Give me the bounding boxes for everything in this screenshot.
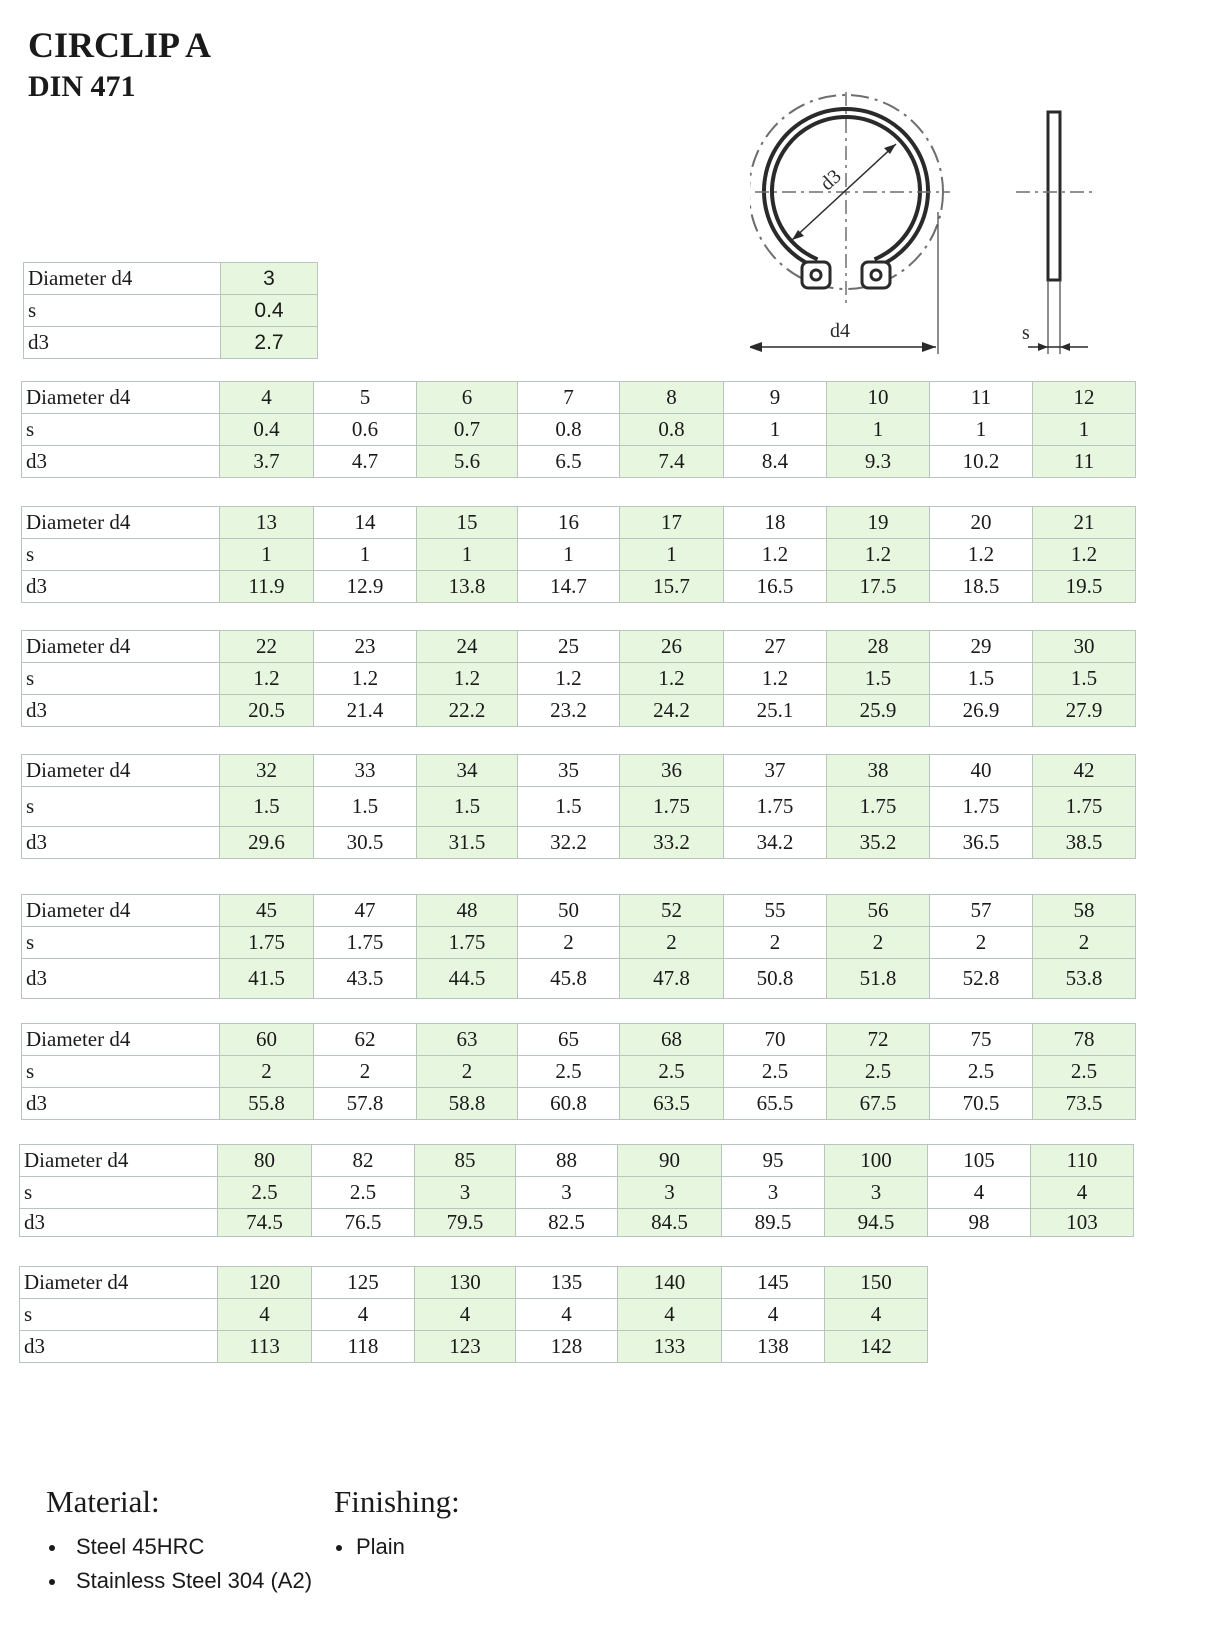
d4-cell: 42: [1033, 755, 1136, 787]
s-cell: 4: [312, 1299, 415, 1331]
size-table-1: [23, 262, 318, 359]
s-cell: 0.6: [314, 414, 417, 446]
d4-cell: 25: [518, 631, 620, 663]
s-cell: 1.75: [827, 787, 930, 827]
d3-cell: 52.8: [930, 959, 1033, 999]
d4-cell: 85: [415, 1145, 516, 1177]
d3-cell: 82.5: [516, 1209, 618, 1237]
size-table-8: [19, 1144, 1134, 1237]
material-heading: Material:: [46, 1484, 160, 1519]
d3-cell: 84.5: [618, 1209, 722, 1237]
d4-cell: 16: [518, 507, 620, 539]
s-cell: 1.5: [518, 787, 620, 827]
s-cell: 1.75: [417, 927, 518, 959]
row-label: d3: [22, 446, 220, 478]
s-cell: 1: [827, 414, 930, 446]
d4-cell: 27: [724, 631, 827, 663]
d3-cell: 25.1: [724, 695, 827, 727]
d3-row: [22, 1088, 1136, 1120]
d3-cell: 9.3: [827, 446, 930, 478]
d4-row: [22, 755, 1136, 787]
s-cell: 1.5: [827, 663, 930, 695]
d3-cell: 16.5: [724, 571, 827, 603]
d4-cell: 47: [314, 895, 417, 927]
s-cell: 2: [930, 927, 1033, 959]
row-label: Diameter d4: [22, 631, 220, 663]
d4-cell: 145: [722, 1267, 825, 1299]
d3-dimension-label: d3: [816, 165, 846, 196]
s-row: [20, 1177, 1134, 1209]
d4-cell: 9: [724, 382, 827, 414]
s-cell: 1.75: [1033, 787, 1136, 827]
s-cell: 1: [518, 539, 620, 571]
d4-row: [22, 1024, 1136, 1056]
d4-cell: 24: [417, 631, 518, 663]
s-cell: 2: [827, 927, 930, 959]
row-label: Diameter d4: [24, 263, 221, 295]
s-cell: 1.75: [724, 787, 827, 827]
d3-cell: 47.8: [620, 959, 724, 999]
d4-cell: 57: [930, 895, 1033, 927]
d4-cell: 5: [314, 382, 417, 414]
s-cell: 1: [220, 539, 314, 571]
row-label: Diameter d4: [22, 895, 220, 927]
row-label: s: [24, 295, 221, 327]
d3-cell: 76.5: [312, 1209, 415, 1237]
s-cell: 1.75: [220, 927, 314, 959]
d3-row: [22, 446, 1136, 478]
s-row: [22, 414, 1136, 446]
d3-cell: 79.5: [415, 1209, 516, 1237]
d4-cell: 14: [314, 507, 417, 539]
circlip-front-view: [750, 92, 950, 354]
s-row: [22, 1056, 1136, 1088]
d3-row: [24, 327, 318, 359]
s-cell: 4: [1031, 1177, 1134, 1209]
d4-cell: 12: [1033, 382, 1136, 414]
s-cell: 2.5: [620, 1056, 724, 1088]
d3-cell: 14.7: [518, 571, 620, 603]
d3-cell: 50.8: [724, 959, 827, 999]
d4-row: [20, 1145, 1134, 1177]
d3-cell: 27.9: [1033, 695, 1136, 727]
s-row: [22, 787, 1136, 827]
d4-cell: 135: [516, 1267, 618, 1299]
d3-cell: 25.9: [827, 695, 930, 727]
d3-cell: 44.5: [417, 959, 518, 999]
s-cell: 4: [218, 1299, 312, 1331]
s-cell: 2: [220, 1056, 314, 1088]
s-cell: 4: [928, 1177, 1031, 1209]
row-label: d3: [22, 1088, 220, 1120]
d4-cell: 58: [1033, 895, 1136, 927]
d3-cell: 34.2: [724, 827, 827, 859]
d3-cell: 5.6: [417, 446, 518, 478]
d3-cell: 3.7: [220, 446, 314, 478]
d4-cell: 72: [827, 1024, 930, 1056]
d3-row: [22, 695, 1136, 727]
s-cell: 2: [620, 927, 724, 959]
d3-cell: 63.5: [620, 1088, 724, 1120]
d4-cell: 15: [417, 507, 518, 539]
d3-cell: 12.9: [314, 571, 417, 603]
s-cell: 1: [417, 539, 518, 571]
d3-row: [22, 827, 1136, 859]
s-cell: 2.5: [930, 1056, 1033, 1088]
d3-cell: 103: [1031, 1209, 1134, 1237]
s-cell: 1: [724, 414, 827, 446]
d4-cell: 70: [724, 1024, 827, 1056]
s-cell: 1.5: [220, 787, 314, 827]
s-row: [22, 539, 1136, 571]
s-cell: 4: [618, 1299, 722, 1331]
d3-cell: 57.8: [314, 1088, 417, 1120]
d4-row: [22, 895, 1136, 927]
d4-cell: 82: [312, 1145, 415, 1177]
row-label: s: [22, 1056, 220, 1088]
row-label: s: [20, 1299, 218, 1331]
row-label: d3: [22, 959, 220, 999]
d4-cell: 11: [930, 382, 1033, 414]
s-cell: 0.4: [220, 414, 314, 446]
size-table-6: [21, 894, 1136, 999]
page-title: CIRCLIP A: [28, 25, 212, 65]
s-cell: 2.5: [724, 1056, 827, 1088]
d3-cell: 36.5: [930, 827, 1033, 859]
s-cell: 1: [930, 414, 1033, 446]
d4-cell: 75: [930, 1024, 1033, 1056]
d3-cell: 29.6: [220, 827, 314, 859]
d4-cell: 125: [312, 1267, 415, 1299]
standard-subtitle: DIN 471: [28, 70, 136, 103]
d4-cell: 28: [827, 631, 930, 663]
d3-cell: 142: [825, 1331, 928, 1363]
d4-cell: 68: [620, 1024, 724, 1056]
d3-cell: 113: [218, 1331, 312, 1363]
row-label: Diameter d4: [20, 1145, 218, 1177]
d4-cell: 38: [827, 755, 930, 787]
d4-cell: 19: [827, 507, 930, 539]
d4-cell: 52: [620, 895, 724, 927]
row-label: s: [22, 927, 220, 959]
s-cell: 3: [825, 1177, 928, 1209]
d3-cell: 4.7: [314, 446, 417, 478]
d3-cell: 21.4: [314, 695, 417, 727]
d4-cell: 32: [220, 755, 314, 787]
d3-cell: 89.5: [722, 1209, 825, 1237]
d3-cell: 70.5: [930, 1088, 1033, 1120]
d4-cell: 40: [930, 755, 1033, 787]
d3-row: [20, 1331, 928, 1363]
d4-cell: 37: [724, 755, 827, 787]
s-cell: 1.2: [314, 663, 417, 695]
d3-cell: 60.8: [518, 1088, 620, 1120]
s-cell: 2.5: [218, 1177, 312, 1209]
finishing-list: [334, 1530, 460, 1564]
d4-cell: 22: [220, 631, 314, 663]
d4-cell: 65: [518, 1024, 620, 1056]
row-label: d3: [24, 327, 221, 359]
finishing-item: Plain: [334, 1530, 460, 1564]
d3-cell: 58.8: [417, 1088, 518, 1120]
d4-cell: 90: [618, 1145, 722, 1177]
s-cell: 4: [516, 1299, 618, 1331]
d4-cell: 18: [724, 507, 827, 539]
row-label: d3: [22, 827, 220, 859]
material-item: Stainless Steel 304 (A2): [46, 1564, 312, 1598]
d3-cell: 8.4: [724, 446, 827, 478]
d4-cell: 10: [827, 382, 930, 414]
d3-cell: 35.2: [827, 827, 930, 859]
s-cell: 3: [722, 1177, 825, 1209]
d3-cell: 31.5: [417, 827, 518, 859]
d3-cell: 20.5: [220, 695, 314, 727]
d3-cell: 32.2: [518, 827, 620, 859]
s-cell: 2: [518, 927, 620, 959]
d3-cell: 19.5: [1033, 571, 1136, 603]
d4-cell: 23: [314, 631, 417, 663]
material-section: [46, 1484, 312, 1598]
d4-cell: 95: [722, 1145, 825, 1177]
d4-row: [24, 263, 318, 295]
d4-cell: 56: [827, 895, 930, 927]
d3-cell: 74.5: [218, 1209, 312, 1237]
size-table-2: [21, 381, 1136, 478]
s-cell: 4: [415, 1299, 516, 1331]
d4-cell: 63: [417, 1024, 518, 1056]
d3-cell: 6.5: [518, 446, 620, 478]
d3-cell: 30.5: [314, 827, 417, 859]
d4-cell: 140: [618, 1267, 722, 1299]
d3-cell: 128: [516, 1331, 618, 1363]
s-dimension-label: s: [1022, 322, 1030, 344]
d3-cell: 41.5: [220, 959, 314, 999]
size-table-9: [19, 1266, 928, 1363]
d4-cell: 36: [620, 755, 724, 787]
row-label: d3: [20, 1331, 218, 1363]
d3-cell: 55.8: [220, 1088, 314, 1120]
d3-cell: 22.2: [417, 695, 518, 727]
d4-cell: 17: [620, 507, 724, 539]
row-label: s: [22, 539, 220, 571]
d3-cell: 2.7: [221, 327, 318, 359]
s-cell: 0.8: [518, 414, 620, 446]
d4-row: [20, 1267, 928, 1299]
d4-cell: 26: [620, 631, 724, 663]
s-cell: 2: [417, 1056, 518, 1088]
d4-cell: 62: [314, 1024, 417, 1056]
row-label: d3: [20, 1209, 218, 1237]
size-table-5: [21, 754, 1136, 859]
s-cell: 2.5: [827, 1056, 930, 1088]
d3-cell: 73.5: [1033, 1088, 1136, 1120]
s-cell: 3: [516, 1177, 618, 1209]
d3-cell: 138: [722, 1331, 825, 1363]
d4-cell: 35: [518, 755, 620, 787]
s-cell: 1: [314, 539, 417, 571]
s-cell: 1.5: [314, 787, 417, 827]
row-label: Diameter d4: [22, 1024, 220, 1056]
s-cell: 1.2: [417, 663, 518, 695]
row-label: d3: [22, 695, 220, 727]
s-cell: 1.2: [930, 539, 1033, 571]
s-cell: 2.5: [518, 1056, 620, 1088]
d4-cell: 50: [518, 895, 620, 927]
size-table-3: [21, 506, 1136, 603]
s-cell: 1.2: [620, 663, 724, 695]
d4-cell: 88: [516, 1145, 618, 1177]
s-cell: 1.2: [220, 663, 314, 695]
d4-cell: 130: [415, 1267, 516, 1299]
d3-cell: 15.7: [620, 571, 724, 603]
material-item: Steel 45HRC: [46, 1530, 312, 1564]
d3-cell: 65.5: [724, 1088, 827, 1120]
d3-cell: 33.2: [620, 827, 724, 859]
s-cell: 1: [620, 539, 724, 571]
d3-cell: 17.5: [827, 571, 930, 603]
d3-cell: 67.5: [827, 1088, 930, 1120]
d3-cell: 133: [618, 1331, 722, 1363]
d4-cell: 6: [417, 382, 518, 414]
s-row: [22, 927, 1136, 959]
s-cell: 2: [314, 1056, 417, 1088]
s-cell: 2: [1033, 927, 1136, 959]
d4-cell: 78: [1033, 1024, 1136, 1056]
d3-cell: 7.4: [620, 446, 724, 478]
d4-cell: 45: [220, 895, 314, 927]
material-list: [46, 1530, 312, 1598]
d3-cell: 38.5: [1033, 827, 1136, 859]
d3-cell: 24.2: [620, 695, 724, 727]
d4-cell: 60: [220, 1024, 314, 1056]
d3-cell: 94.5: [825, 1209, 928, 1237]
d3-cell: 18.5: [930, 571, 1033, 603]
s-cell: 1.5: [417, 787, 518, 827]
row-label: d3: [22, 571, 220, 603]
d3-row: [22, 571, 1136, 603]
s-cell: 3: [618, 1177, 722, 1209]
d3-cell: 11.9: [220, 571, 314, 603]
d3-cell: 13.8: [417, 571, 518, 603]
row-label: Diameter d4: [22, 382, 220, 414]
d4-cell: 120: [218, 1267, 312, 1299]
s-cell: 1.5: [1033, 663, 1136, 695]
finishing-section: [334, 1484, 460, 1564]
d4-cell: 20: [930, 507, 1033, 539]
d3-cell: 11: [1033, 446, 1136, 478]
d3-cell: 45.8: [518, 959, 620, 999]
s-cell: 1.2: [1033, 539, 1136, 571]
row-label: s: [22, 663, 220, 695]
d3-cell: 43.5: [314, 959, 417, 999]
s-cell: 1.2: [724, 539, 827, 571]
finishing-heading: Finishing:: [334, 1484, 460, 1519]
s-cell: 0.7: [417, 414, 518, 446]
s-cell: 3: [415, 1177, 516, 1209]
d4-row: [22, 631, 1136, 663]
d4-cell: 33: [314, 755, 417, 787]
s-cell: 1.75: [930, 787, 1033, 827]
d3-row: [20, 1209, 1134, 1237]
d3-cell: 98: [928, 1209, 1031, 1237]
s-cell: 1: [1033, 414, 1136, 446]
d3-row: [22, 959, 1136, 999]
d4-dimension-label: d4: [830, 320, 850, 342]
d3-cell: 118: [312, 1331, 415, 1363]
d3-cell: 51.8: [827, 959, 930, 999]
s-cell: 1.2: [827, 539, 930, 571]
d4-cell: 8: [620, 382, 724, 414]
d4-row: [22, 382, 1136, 414]
d4-cell: 55: [724, 895, 827, 927]
s-cell: 1.75: [620, 787, 724, 827]
s-cell: 4: [825, 1299, 928, 1331]
s-cell: 1.75: [314, 927, 417, 959]
s-cell: 4: [722, 1299, 825, 1331]
d4-cell: 3: [221, 263, 318, 295]
d4-cell: 105: [928, 1145, 1031, 1177]
row-label: s: [20, 1177, 218, 1209]
s-row: [24, 295, 318, 327]
s-cell: 2.5: [1033, 1056, 1136, 1088]
row-label: s: [22, 787, 220, 827]
d4-cell: 21: [1033, 507, 1136, 539]
size-table-7: [21, 1023, 1136, 1120]
d3-cell: 53.8: [1033, 959, 1136, 999]
d4-cell: 29: [930, 631, 1033, 663]
d4-cell: 80: [218, 1145, 312, 1177]
s-cell: 1.2: [724, 663, 827, 695]
d4-cell: 110: [1031, 1145, 1134, 1177]
d4-row: [22, 507, 1136, 539]
s-cell: 1.5: [930, 663, 1033, 695]
s-row: [20, 1299, 928, 1331]
d4-cell: 100: [825, 1145, 928, 1177]
d3-cell: 23.2: [518, 695, 620, 727]
d4-cell: 30: [1033, 631, 1136, 663]
row-label: s: [22, 414, 220, 446]
s-cell: 2: [724, 927, 827, 959]
row-label: Diameter d4: [22, 755, 220, 787]
s-cell: 1.2: [518, 663, 620, 695]
s-cell: 0.4: [221, 295, 318, 327]
s-cell: 2.5: [312, 1177, 415, 1209]
size-table-4: [21, 630, 1136, 727]
d3-cell: 10.2: [930, 446, 1033, 478]
s-cell: 0.8: [620, 414, 724, 446]
circlip-side-view: [1016, 112, 1095, 354]
circlip-drawing: [750, 92, 1130, 372]
s-row: [22, 663, 1136, 695]
d4-cell: 7: [518, 382, 620, 414]
d4-cell: 4: [220, 382, 314, 414]
row-label: Diameter d4: [22, 507, 220, 539]
d4-cell: 48: [417, 895, 518, 927]
d3-cell: 123: [415, 1331, 516, 1363]
d4-cell: 13: [220, 507, 314, 539]
d4-cell: 150: [825, 1267, 928, 1299]
d4-cell: 34: [417, 755, 518, 787]
d3-cell: 26.9: [930, 695, 1033, 727]
row-label: Diameter d4: [20, 1267, 218, 1299]
